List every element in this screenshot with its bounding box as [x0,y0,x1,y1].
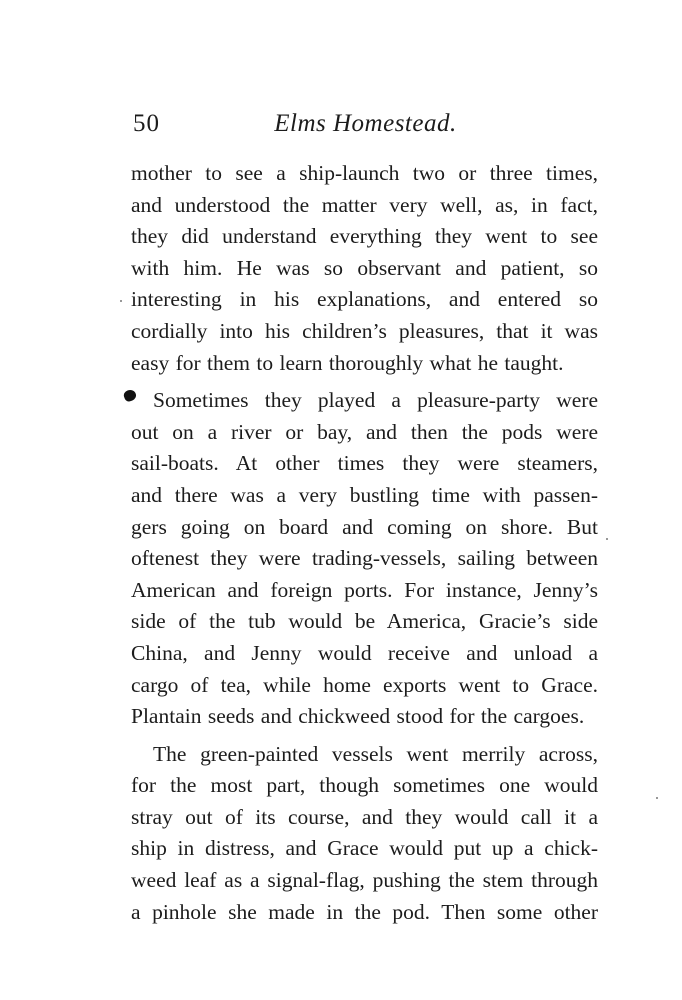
text-line: side of the tub would be America, Gracie’s side [131,609,598,634]
text-line: oftenest they were trading-vessels, sailing between [131,546,598,571]
text-line: Plantain seeds and chickweed stood for the cargoes. [131,704,585,729]
body-text [131,158,598,928]
text-line: stray out of its course, and they would call it a [131,804,598,829]
text-line: ship in distress, and Grace would put up a chick- [131,836,598,861]
running-title: Elms Homestead. [274,110,457,137]
text-line: interesting in his explanations, and entered so [131,287,598,312]
paper-speck [120,300,122,302]
text-line: gers going on board and coming on shore. But [131,514,598,539]
text-line: and understood the matter very well, as, in fact, [131,192,598,217]
text-line: easy for them to learn thoroughly what he taught. [131,350,564,375]
text-line: American and foreign ports. For instance, Jenny’s [131,577,598,602]
text-line: they did understand everything they went to see [131,224,598,249]
text-line: weed leaf as a signal-flag, pushing the stem through [131,868,598,893]
text-line: with him. He was so observant and patient, so [131,255,598,280]
text-line: out on a river or bay, and then the pods were [131,419,598,444]
text-line: China, and Jenny would receive and unload a [131,640,598,665]
text-line: cordially into his children’s pleasures, that it was [131,318,598,343]
text-line: and there was a very bustling time with passen- [131,482,598,507]
text-line: mother to see a ship-launch two or three times, [131,161,598,185]
text-line: The green-painted vessels went merrily across, [153,741,598,766]
text-line: a pinhole she made in the pod. Then some other [131,899,598,924]
paper-speck [606,538,608,540]
page-header [133,110,598,146]
page-number: 50 [133,110,160,137]
text-line: sail-boats. At other times they were steamers, [131,451,598,476]
text-line: cargo of tea, while home exports went to Grace. [131,672,598,697]
text-line: Sometimes they played a pleasure-party were [153,388,598,413]
paper-speck [656,797,658,799]
text-line: for the most part, though sometimes one would [131,773,598,798]
